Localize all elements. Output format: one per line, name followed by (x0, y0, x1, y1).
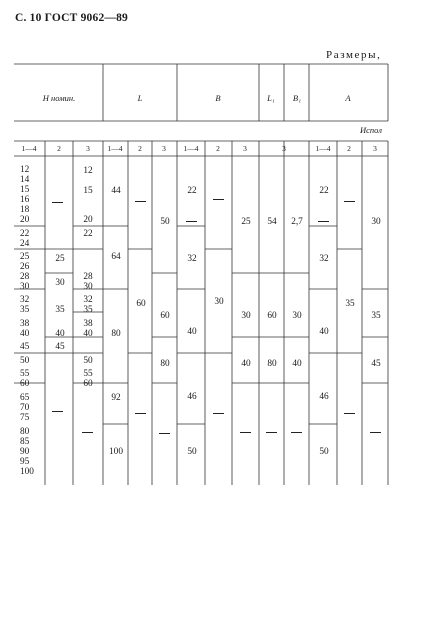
subheader: 2 (57, 144, 61, 153)
table-cell: 40 (55, 329, 65, 339)
dash-mark (344, 413, 355, 414)
subheader: 1—4 (183, 144, 199, 153)
table-cell: 30 (83, 282, 93, 292)
table-cell: 85 (20, 437, 30, 447)
table-cell: 40 (83, 329, 93, 339)
table-cell: 30 (292, 311, 302, 321)
header-h-nomin: H номин. (42, 93, 76, 103)
table-cell: 75 (20, 413, 30, 423)
table-cell: 54 (267, 217, 277, 227)
dash-mark (344, 201, 355, 202)
table-cell: 25 (55, 254, 65, 264)
table-cell: 35 (83, 305, 93, 315)
table-cell: 28 (20, 272, 30, 282)
table-cell: 60 (136, 299, 146, 309)
table-cell: 45 (20, 342, 30, 352)
table-cell: 35 (345, 299, 355, 309)
table-cell: 60 (83, 379, 93, 389)
table-cell: 64 (111, 252, 121, 262)
dash-mark (240, 432, 251, 433)
dash-mark (186, 221, 197, 222)
table-cell: 80 (20, 427, 30, 437)
table-cell: 15 (20, 185, 30, 195)
table-cell: 25 (20, 252, 30, 262)
dash-mark (82, 432, 93, 433)
table-cell: 92 (111, 393, 121, 403)
table-cell: 100 (109, 447, 123, 457)
table-cell: 22 (187, 186, 197, 196)
dash-mark (52, 411, 63, 412)
table-cell: 18 (20, 205, 30, 215)
table-cell: 28 (83, 272, 93, 282)
table-cell: 24 (20, 239, 30, 249)
table-cell: 30 (371, 217, 381, 227)
header-l: L (137, 93, 143, 103)
table-cell: 35 (371, 311, 381, 321)
table-cell: 40 (241, 359, 251, 369)
subheader: 1—4 (21, 144, 37, 153)
table-cell: 60 (20, 379, 30, 389)
header-a: A (345, 93, 351, 103)
table-cell: 22 (20, 229, 30, 239)
header-b1: B₁ (292, 93, 302, 103)
table-cell: 50 (319, 447, 329, 457)
dash-mark (213, 413, 224, 414)
table-cell: 20 (20, 215, 30, 225)
table-cell: 30 (20, 282, 30, 292)
table-cell: 55 (20, 369, 30, 379)
table-cell: 22 (319, 186, 329, 196)
subheader: 3 (282, 144, 286, 153)
table-cell: 46 (319, 392, 329, 402)
table-cell: 95 (20, 457, 30, 467)
table-cell: 30 (55, 278, 65, 288)
subheader: 3 (86, 144, 90, 153)
table-cell: 50 (83, 356, 93, 366)
page-header: С. 10 ГОСТ 9062—89 (15, 12, 128, 24)
table-cell: 35 (55, 305, 65, 315)
subheader: 1—4 (107, 144, 123, 153)
dash-mark (159, 433, 170, 434)
table-cell: 65 (20, 393, 30, 403)
dash-mark (213, 199, 224, 200)
dimensions-caption: Размеры, (326, 49, 382, 61)
subheader: 2 (216, 144, 220, 153)
table-cell: 35 (20, 305, 30, 315)
subheader: 2 (138, 144, 142, 153)
table-cell: 60 (160, 311, 170, 321)
table-cell: 45 (55, 342, 65, 352)
header-l1: L₁ (267, 93, 275, 103)
subheader: 3 (373, 144, 377, 153)
dash-mark (135, 413, 146, 414)
table-cell: 20 (83, 215, 93, 225)
table-cell: 26 (20, 262, 30, 272)
table-cell: 80 (111, 329, 121, 339)
table-cell: 2,7 (291, 217, 303, 227)
table-cell: 12 (83, 166, 93, 176)
dash-mark (370, 432, 381, 433)
dash-mark (135, 201, 146, 202)
table-cell: 80 (160, 359, 170, 369)
subheader: 3 (162, 144, 166, 153)
table-cell: 32 (319, 254, 329, 264)
table-cell: 40 (20, 329, 30, 339)
table-cell: 22 (83, 229, 93, 239)
table-cell: 40 (292, 359, 302, 369)
dash-mark (266, 432, 277, 433)
table-cell: 38 (20, 319, 30, 329)
table-cell: 55 (83, 369, 93, 379)
execution-caption: Испол (360, 125, 382, 135)
table-cell: 25 (241, 217, 251, 227)
table-cell: 15 (83, 186, 93, 196)
table-cell: 60 (267, 311, 277, 321)
table-cell: 45 (371, 359, 381, 369)
table-cell: 40 (187, 327, 197, 337)
table-cell: 70 (20, 403, 30, 413)
table-cell: 80 (267, 359, 277, 369)
table-cell: 50 (20, 356, 30, 366)
subheader: 2 (347, 144, 351, 153)
table-cell: 44 (111, 186, 121, 196)
dash-mark (52, 202, 63, 203)
table-cell: 30 (241, 311, 251, 321)
table-cell: 12 (20, 165, 30, 175)
subheader: 3 (243, 144, 247, 153)
table-cell: 32 (187, 254, 197, 264)
table-cell: 38 (83, 319, 93, 329)
dash-mark (291, 432, 302, 433)
table-cell: 50 (187, 447, 197, 457)
table-cell: 50 (160, 217, 170, 227)
dash-mark (318, 221, 329, 222)
table-cell: 100 (20, 467, 34, 477)
table-cell: 16 (20, 195, 30, 205)
table-cell: 40 (319, 327, 329, 337)
table-cell: 32 (20, 295, 30, 305)
table-cell: 90 (20, 447, 30, 457)
table-cell: 32 (83, 295, 93, 305)
table-cell: 14 (20, 175, 30, 185)
table-cell: 46 (187, 392, 197, 402)
table-cell: 30 (214, 297, 224, 307)
subheader: 1—4 (315, 144, 331, 153)
header-b: B (215, 93, 221, 103)
